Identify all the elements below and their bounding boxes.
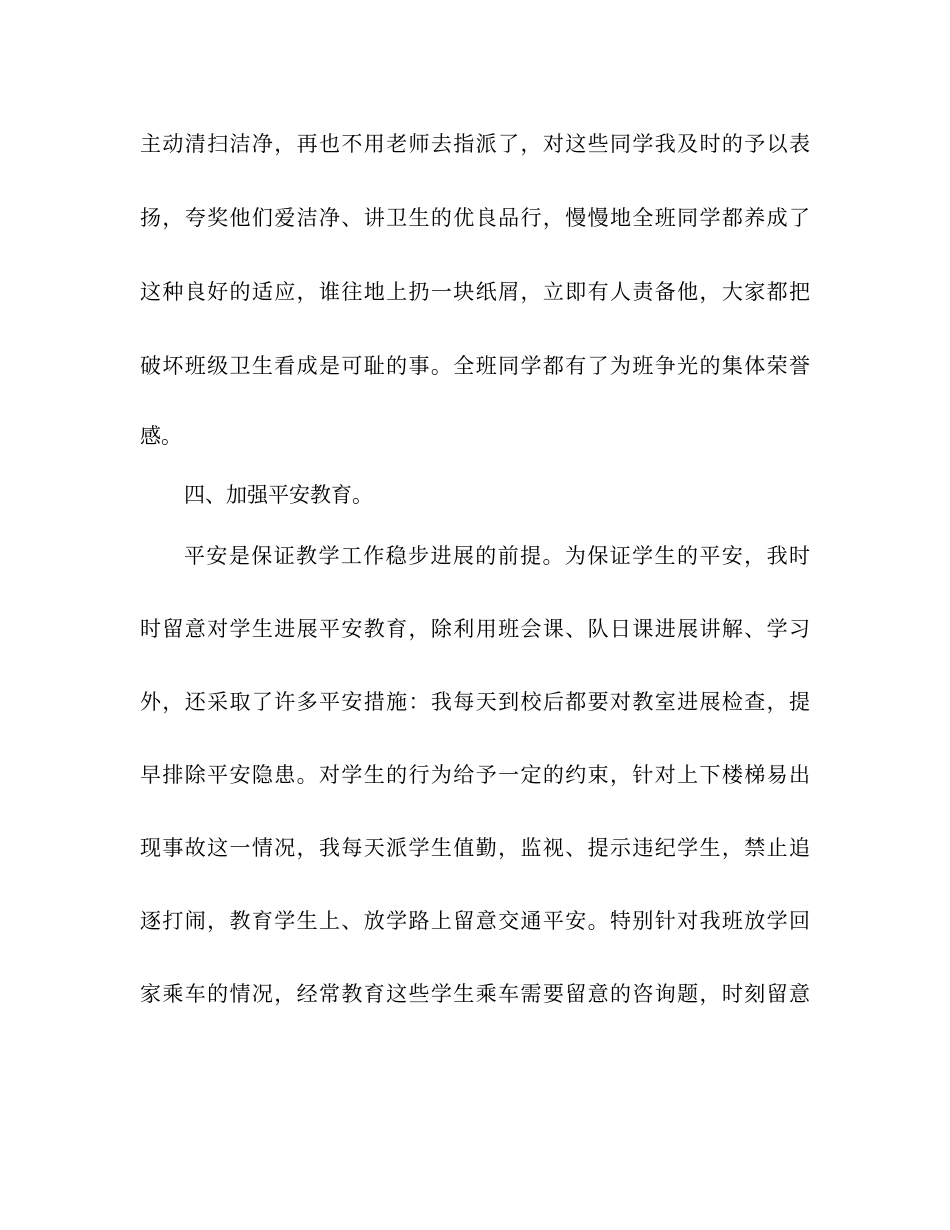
section-heading: 四、加强平安教育。 — [184, 483, 373, 507]
text-line: 时留意对学生进展平安教育，除利用班会课、队日课进展讲解、学习 — [140, 617, 810, 641]
text-line: 早排除平安隐患。对学生的行为给予一定的约束，针对上下楼梯易出 — [140, 763, 810, 787]
text-line: 外，还采取了许多平安措施：我每天到校后都要对教室进展检查，提 — [140, 690, 810, 714]
text-line: 现事故这一情况，我每天派学生值勤，监视、提示违纪学生，禁止追 — [140, 836, 810, 860]
text-line: 家乘车的情况，经常教育这些学生乘车需要留意的咨询题，时刻留意 — [140, 982, 810, 1006]
text-line: 平安是保证教学工作稳步进展的前提。为保证学生的平安，我时 — [184, 544, 810, 568]
text-line: 破坏班级卫生看成是可耻的事。全班同学都有了为班争光的集体荣誉 — [140, 354, 810, 378]
text-line: 扬，夸奖他们爱洁净、讲卫生的优良品行，慢慢地全班同学都养成了 — [140, 206, 810, 230]
text-line: 主动清扫洁净，再也不用老师去指派了，对这些同学我及时的予以表 — [140, 132, 810, 156]
text-line: 逐打闹，教育学生上、放学路上留意交通平安。特别针对我班放学回 — [140, 909, 810, 933]
text-line: 这种良好的适应，谁往地上扔一块纸屑，立即有人责备他，大家都把 — [140, 280, 810, 304]
text-line: 感。 — [140, 424, 182, 448]
